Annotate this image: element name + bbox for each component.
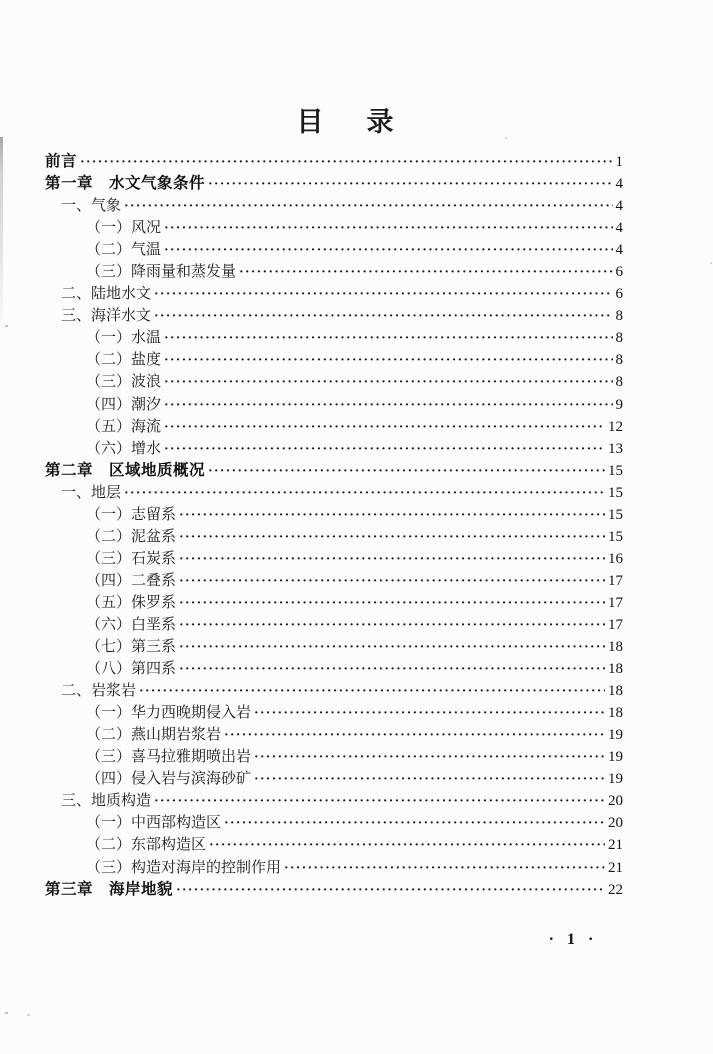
toc-entry-page: 21 — [608, 859, 623, 876]
dotted-leader — [164, 395, 612, 417]
toc-entry-page: 4 — [615, 242, 623, 259]
dotted-leader — [224, 725, 605, 747]
toc-entry-label: （三）喜马拉雅期喷出岩 — [86, 749, 252, 766]
page-title: 目 录 — [296, 107, 402, 137]
toc-entry-page: 17 — [608, 572, 623, 589]
toc-entry-label: 前言 — [45, 153, 78, 170]
dotted-leader — [254, 703, 605, 725]
toc-entry-page: 19 — [608, 771, 623, 788]
dotted-leader — [179, 549, 605, 571]
toc-entry-page: 19 — [608, 749, 623, 766]
dotted-leader — [239, 262, 612, 284]
toc-entry-page: 15 — [608, 506, 623, 523]
toc-entry-page: 15 — [608, 462, 623, 479]
toc-entry — [45, 834, 623, 856]
toc-entry-page: 8 — [615, 330, 623, 347]
toc-list — [45, 151, 623, 901]
scan-speck — [27, 1014, 30, 1016]
toc-entry-page: 8 — [615, 374, 623, 391]
toc-entry-label: （八）第四系 — [86, 661, 177, 678]
toc-entry-label: （一）志留系 — [86, 506, 177, 523]
toc-entry — [45, 151, 623, 173]
dotted-leader — [254, 747, 605, 769]
toc-entry-page: 20 — [608, 793, 623, 810]
toc-entry — [45, 305, 623, 327]
dotted-leader — [154, 306, 612, 328]
dotted-leader — [179, 505, 605, 527]
dotted-leader — [164, 218, 612, 240]
toc-entry — [45, 812, 623, 834]
toc-entry-label: （三）构造对海岸的控制作用 — [86, 859, 282, 876]
toc-entry-label: 二、岩浆岩 — [61, 683, 137, 700]
toc-entry — [45, 636, 623, 658]
toc-entry-label: 三、海洋水文 — [61, 308, 152, 325]
dotted-leader — [124, 483, 605, 505]
toc-entry-page: 22 — [608, 881, 623, 898]
toc-entry-page: 4 — [615, 198, 623, 215]
toc-entry-label: （七）第三系 — [86, 639, 177, 656]
toc-entry-page: 18 — [608, 639, 623, 656]
toc-entry-page: 8 — [615, 308, 623, 325]
toc-entry — [45, 438, 623, 460]
dotted-leader — [164, 417, 605, 439]
toc-entry-label: （六）增水 — [86, 440, 162, 457]
toc-entry — [45, 239, 623, 261]
scan-speck — [505, 137, 507, 139]
toc-entry-label: 第三章 海岸地貌 — [45, 880, 174, 898]
toc-entry-page: 12 — [608, 418, 623, 435]
toc-entry — [45, 702, 623, 724]
toc-entry — [45, 768, 623, 790]
dotted-leader — [164, 372, 612, 394]
toc-entry — [45, 504, 623, 526]
scan-speck — [5, 1012, 8, 1014]
toc-entry-page: 18 — [608, 661, 623, 678]
toc-entry-page: 17 — [608, 594, 623, 611]
toc-entry-page: 13 — [608, 440, 623, 457]
dotted-leader — [179, 527, 605, 549]
toc-entry-page: 16 — [608, 550, 623, 567]
toc-entry-page: 4 — [615, 220, 623, 237]
toc-entry-label: 二、陆地水文 — [61, 286, 152, 303]
toc-entry-page: 18 — [608, 705, 623, 722]
toc-entry-label: （三）波浪 — [86, 374, 162, 391]
dotted-leader — [179, 659, 605, 681]
dotted-leader — [164, 350, 612, 372]
toc-entry — [45, 857, 623, 879]
dotted-leader — [179, 571, 605, 593]
toc-entry-label: （二）东部构造区 — [86, 837, 207, 854]
toc-entry — [45, 746, 623, 768]
toc-entry-label: （二）盐度 — [86, 352, 162, 369]
toc-entry-page: 4 — [615, 176, 623, 193]
toc-entry — [45, 879, 623, 901]
toc-entry-page: 1 — [615, 154, 623, 170]
dotted-leader — [80, 152, 612, 174]
toc-entry-page: 17 — [608, 616, 623, 633]
toc-entry — [45, 195, 623, 217]
dotted-leader — [179, 637, 605, 659]
toc-entry-page: 9 — [615, 396, 623, 413]
dotted-leader — [284, 858, 605, 880]
toc-entry — [45, 724, 623, 746]
dotted-leader — [208, 174, 612, 196]
toc-entry-label: （二）气温 — [86, 242, 162, 259]
toc-entry-label: 一、气象 — [61, 198, 122, 215]
scan-speck — [710, 262, 712, 264]
toc-entry-page: 18 — [608, 683, 623, 700]
toc-entry-page: 15 — [608, 528, 623, 545]
toc-entry-page: 8 — [615, 352, 623, 369]
dotted-leader — [179, 593, 605, 615]
toc-entry — [45, 327, 623, 349]
toc-entry-page: 6 — [615, 286, 623, 303]
toc-entry — [45, 261, 623, 283]
dotted-leader — [164, 328, 612, 350]
toc-entry-label: 第二章 区域地质概况 — [45, 461, 206, 479]
toc-entry-label: （六）白垩系 — [86, 616, 177, 633]
toc-entry — [45, 570, 623, 592]
toc-entry-label: （一）华力西晚期侵入岩 — [86, 705, 252, 722]
toc-entry-label: 第一章 水文气象条件 — [45, 175, 206, 193]
dotted-leader — [209, 835, 605, 857]
toc-entry — [45, 283, 623, 305]
toc-entry-label: （一）中西部构造区 — [86, 815, 222, 832]
toc-entry-label: （一）风况 — [86, 220, 162, 237]
toc-entry-label: 一、地层 — [61, 484, 122, 501]
toc-entry — [45, 460, 623, 482]
toc-entry-label: （一）水温 — [86, 330, 162, 347]
toc-entry-label: （二）燕山期岩浆岩 — [86, 727, 222, 744]
scan-speck — [5, 325, 8, 327]
dotted-leader — [179, 615, 605, 637]
toc-entry — [45, 173, 623, 195]
toc-entry — [45, 680, 623, 702]
dotted-leader — [224, 813, 605, 835]
dotted-leader — [154, 791, 605, 813]
dotted-leader — [254, 769, 605, 791]
toc-entry-label: （三）降雨量和蒸发量 — [86, 264, 237, 281]
dotted-leader — [208, 461, 605, 483]
dotted-leader — [164, 439, 605, 461]
toc-entry-page: 15 — [608, 484, 623, 501]
toc-entry — [45, 548, 623, 570]
dotted-leader — [139, 681, 605, 703]
toc-entry — [45, 482, 623, 504]
toc-entry-label: （四）潮汐 — [86, 396, 162, 413]
toc-entry-label: （五）侏罗系 — [86, 594, 177, 611]
toc-entry-page: 20 — [608, 815, 623, 832]
toc-entry-page: 21 — [608, 837, 623, 854]
toc-entry — [45, 349, 623, 371]
toc-entry — [45, 416, 623, 438]
dotted-leader — [124, 196, 612, 218]
toc-entry-label: （四）侵入岩与滨海砂矿 — [86, 771, 252, 788]
toc-entry — [45, 614, 623, 636]
toc-entry — [45, 592, 623, 614]
toc-entry — [45, 658, 623, 680]
toc-entry — [45, 217, 623, 239]
toc-entry — [45, 394, 623, 416]
toc-entry — [45, 790, 623, 812]
dotted-leader — [176, 880, 605, 902]
scan-edge-shadow — [0, 137, 3, 335]
toc-entry-label: （三）石炭系 — [86, 550, 177, 567]
toc-entry-page: 6 — [615, 264, 623, 281]
dotted-leader — [154, 284, 612, 306]
toc-entry-label: 三、地质构造 — [61, 793, 152, 810]
dotted-leader — [164, 240, 612, 262]
toc-entry-label: （四）二叠系 — [86, 572, 177, 589]
toc-entry-label: （五）海流 — [86, 418, 162, 435]
toc-entry — [45, 371, 623, 393]
toc-entry-label: （二）泥盆系 — [86, 528, 177, 545]
toc-entry — [45, 526, 623, 548]
toc-entry-page: 19 — [608, 727, 623, 744]
page-number: · 1 · — [548, 931, 594, 948]
